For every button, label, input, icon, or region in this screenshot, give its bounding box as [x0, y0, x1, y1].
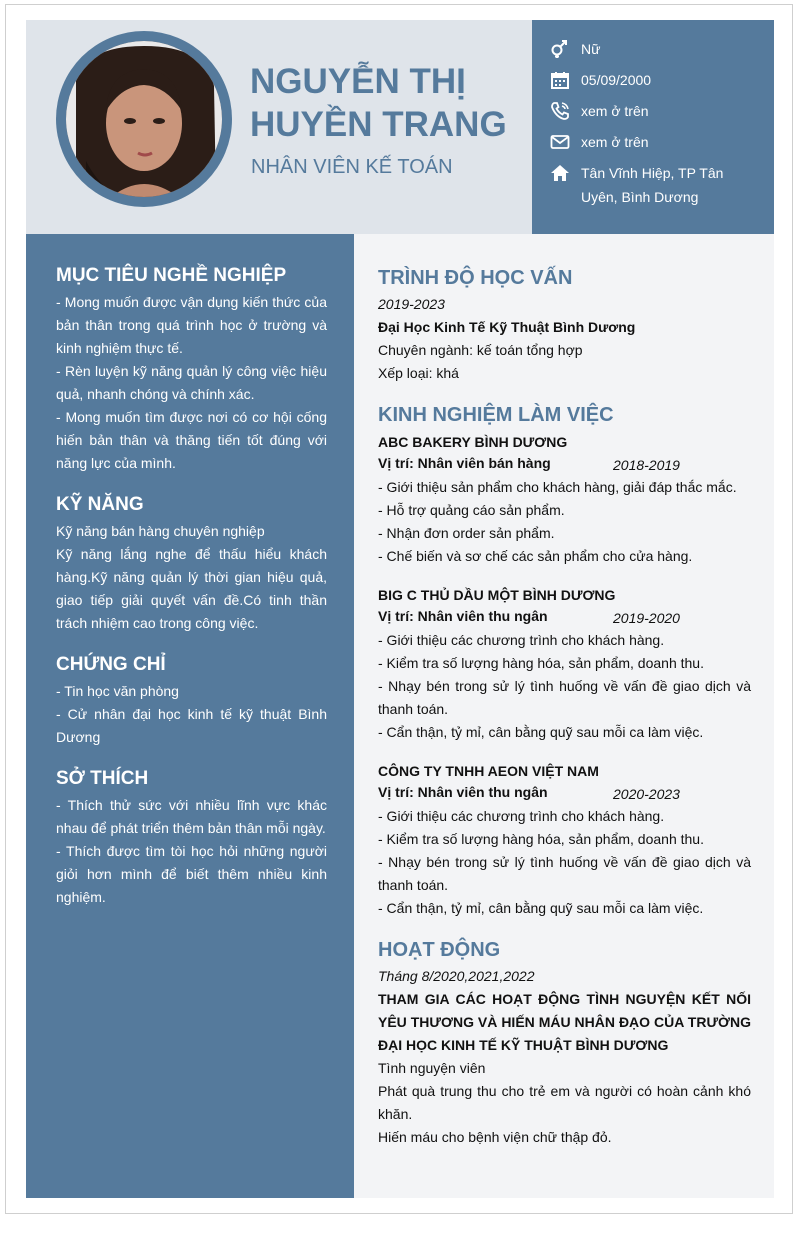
- contact-email: [550, 130, 649, 154]
- activities-role: Tình nguyện viên: [378, 1060, 486, 1076]
- experience-title: KINH NGHIỆM LÀM VIỆC: [378, 404, 614, 426]
- activities-details: [378, 1080, 751, 1149]
- activities-date: Tháng 8/2020,2021,2022: [378, 968, 535, 984]
- objective-line: - Rèn luyện kỹ năng quản lý công việc hiệu quả, nhanh chóng và chính xác.: [56, 363, 327, 402]
- job-duty: - Hỗ trợ quảng cáo sản phẩm.: [378, 502, 565, 518]
- job-title: NHÂN VIÊN KẾ TOÁN: [251, 156, 453, 178]
- objective-line: - Mong muốn tìm được nơi có cơ hội cống hiến bản thân và thăng tiến tốt đúng với năng lực của mình.: [56, 409, 327, 471]
- job-duty: - Nhạy bén trong sử lý tình huống về vấn đề giao dịch và thanh toán.: [378, 854, 751, 893]
- avatar-ring: [56, 31, 232, 207]
- job-duty: - Kiểm tra số lượng hàng hóa, sản phẩm, doanh thu.: [378, 655, 704, 671]
- objective-line: - Mong muốn được vận dụng kiến thức của bản thân trong quá trình học ở trường và kinh nghiệm thực tế.: [56, 294, 327, 356]
- hobby-line: - Thích được tìm tòi học hỏi những người giỏi hơn mình để biết thêm nhiều kinh nghiệm.: [56, 843, 327, 905]
- activity-line: Hiến máu cho bệnh viện chữ thập đỏ.: [378, 1129, 612, 1145]
- education-title: TRÌNH ĐỘ HỌC VẤN: [378, 267, 573, 289]
- activities-heading: THAM GIA CÁC HOẠT ĐỘNG TÌNH NGUYỆN KẾT NỐI YÊU THƯƠNG VÀ HIẾN MÁU NHÂN ĐẠO CỦA TRƯỜNG ĐẠI HỌC KINH TẾ KỸ THUẬT BÌNH DƯƠNG: [378, 991, 751, 1053]
- contact-dob-text: 05/09/2000: [581, 72, 652, 88]
- objective-text: [56, 291, 327, 475]
- contact-phone-text: xem ở trên: [581, 103, 649, 119]
- contact-address: [550, 161, 760, 209]
- phone-icon: [550, 101, 570, 121]
- mail-icon: [550, 132, 570, 152]
- home-icon: [550, 163, 570, 183]
- job-company: ABC BAKERY BÌNH DƯƠNG: [378, 434, 568, 450]
- activities-title: HOẠT ĐỘNG: [378, 939, 501, 961]
- left-column: [26, 234, 354, 1198]
- job-duties: [378, 476, 751, 568]
- skills-line: Kỹ năng lắng nghe để thấu hiểu khách hàng.Kỹ năng quản lý thời gian hiệu quả, giao tiếp giải quyết vấn đề.Có tinh thần trách nhiệm cao trong công việc.: [56, 546, 327, 631]
- contact-panel: [532, 20, 774, 234]
- education-school: Đại Học Kinh Tế Kỹ Thuật Bình Dương: [378, 319, 636, 335]
- certificates-text: [56, 680, 327, 749]
- education-grade: Xếp loại: khá: [378, 365, 459, 381]
- job-duty: - Giới thiệu các chương trình cho khách hàng.: [378, 632, 665, 648]
- avatar-photo: [66, 41, 222, 197]
- right-column: [354, 234, 774, 1198]
- activity-line: Phát quà trung thu cho trẻ em và người có hoàn cảnh khó khăn.: [378, 1083, 751, 1122]
- hobbies-title: SỞ THÍCH: [56, 768, 149, 789]
- job-years: 2020-2023: [613, 786, 680, 802]
- job-duty: - Cẩn thận, tỷ mỉ, cân bằng quỹ sau mỗi ca làm việc.: [378, 724, 704, 740]
- job-duty: - Giới thiệu các chương trình cho khách hàng.: [378, 808, 665, 824]
- job-duties: [378, 629, 751, 744]
- job-role: Vị trí: Nhân viên thu ngân: [378, 784, 548, 800]
- job-duties: [378, 805, 751, 920]
- contact-gender-text: Nữ: [581, 41, 601, 57]
- certificate-line: - Cử nhân đại học kinh tế kỹ thuật Bình Dương: [56, 706, 327, 745]
- certificates-title: CHỨNG CHỈ: [56, 654, 166, 675]
- job-duty: - Cẩn thận, tỷ mỉ, cân bằng quỹ sau mỗi ca làm việc.: [378, 900, 704, 916]
- skills-line: Kỹ năng bán hàng chuyên nghiệp: [56, 523, 265, 539]
- education-years: 2019-2023: [378, 296, 445, 312]
- hobby-line: - Thích thử sức với nhiều lĩnh vực khác nhau để phát triển thêm bản thân mỗi ngày.: [56, 797, 327, 836]
- contact-dob: [550, 68, 651, 92]
- job-role: Vị trí: Nhân viên bán hàng: [378, 455, 551, 471]
- job-company: CÔNG TY TNHH AEON VIỆT NAM: [378, 763, 599, 779]
- contact-email-text: xem ở trên: [581, 134, 649, 150]
- job-company: BIG C THỦ DẦU MỘT BÌNH DƯƠNG: [378, 587, 616, 603]
- job-duty: - Chế biến và sơ chế các sản phẩm cho cửa hàng.: [378, 548, 693, 564]
- gender-icon: [550, 39, 570, 59]
- job-duty: - Giới thiệu sản phẩm cho khách hàng, giải đáp thắc mắc.: [378, 479, 737, 495]
- job-duty: - Kiểm tra số lượng hàng hóa, sản phẩm, doanh thu.: [378, 831, 704, 847]
- contact-address-text: Tân Vĩnh Hiệp, TP Tân Uyên, Bình Dương: [581, 165, 724, 205]
- contact-phone: [550, 99, 649, 123]
- job-years: 2019-2020: [613, 610, 680, 626]
- skills-title: KỸ NĂNG: [56, 494, 144, 515]
- certificate-line: - Tin học văn phòng: [56, 683, 179, 699]
- calendar-icon: [550, 70, 570, 90]
- contact-gender: [550, 37, 600, 61]
- avatar: [66, 41, 222, 197]
- hobbies-text: [56, 794, 327, 909]
- candidate-name: NGUYỄN THỊ HUYỀN TRANG: [250, 62, 507, 144]
- job-duty: - Nhạy bén trong sử lý tình huống về vấn đề giao dịch và thanh toán.: [378, 678, 751, 717]
- education-major: Chuyên ngành: kế toán tổng hợp: [378, 342, 583, 358]
- job-years: 2018-2019: [613, 457, 680, 473]
- job-role: Vị trí: Nhân viên thu ngân: [378, 608, 548, 624]
- job-duty: - Nhận đơn order sản phẩm.: [378, 525, 555, 541]
- skills-text: [56, 520, 327, 635]
- objective-title: MỤC TIÊU NGHỀ NGHIỆP: [56, 265, 287, 286]
